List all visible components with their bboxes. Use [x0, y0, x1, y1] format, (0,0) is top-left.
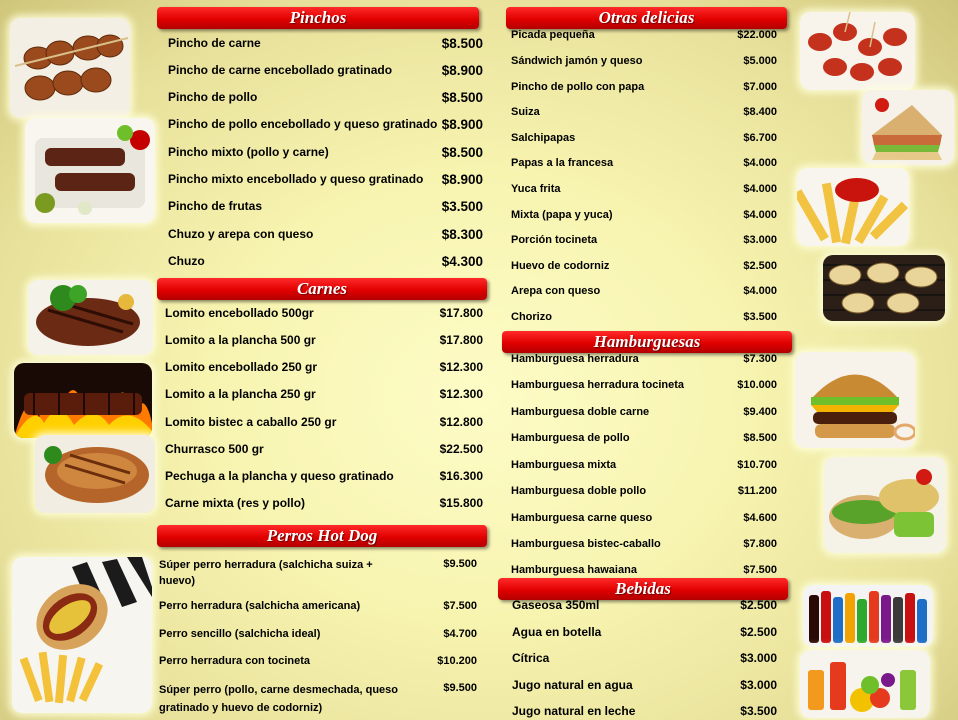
- item-price: $8.400: [743, 106, 777, 118]
- item-price: $4.000: [743, 209, 777, 221]
- perros-banner: Perros Hot Dog: [157, 525, 487, 547]
- item-name: Pincho mixto encebollado y queso gratinado: [168, 172, 424, 186]
- item-name: Cítrica: [512, 651, 550, 665]
- item-price: $4.000: [743, 157, 777, 169]
- item-name: Perro herradura (salchicha americana): [159, 600, 361, 612]
- item-name: Sándwich jamón y queso: [511, 55, 643, 67]
- item-name: Pincho de pollo encebollado y queso gratinado: [168, 117, 438, 131]
- fruit-juices-photo: [800, 650, 930, 718]
- carnes-banner: Carnes: [157, 278, 487, 300]
- bebidas-banner: Bebidas: [498, 578, 788, 600]
- item-price: $3.000: [740, 678, 777, 692]
- item-price: $12.300: [439, 387, 483, 401]
- item-name: Huevo de codorniz: [511, 260, 610, 272]
- item-name: Hamburguesa doble carne: [511, 406, 650, 418]
- item-price: $8.900: [441, 63, 483, 78]
- item-name: Chorizo: [511, 311, 552, 323]
- item-name: Chuzo: [168, 254, 205, 268]
- item-price: $3.000: [743, 234, 777, 246]
- burger-salad-photo: [824, 457, 946, 553]
- item-name: Hamburguesa herradura tocineta: [511, 379, 684, 391]
- item-name: Salchipapas: [511, 132, 576, 144]
- item-price: $17.800: [439, 306, 483, 320]
- item-price: $22.500: [439, 442, 483, 456]
- item-name: Pincho de carne encebollado gratinado: [168, 63, 393, 77]
- item-price: $12.300: [439, 360, 483, 374]
- item-price: $10.700: [737, 459, 777, 471]
- item-price: $2.500: [740, 598, 777, 612]
- item-name: Porción tocineta: [511, 234, 598, 246]
- item-price: $4.000: [743, 285, 777, 297]
- item-price: $9.400: [743, 406, 777, 418]
- item-name: Hamburguesa hawaiana: [511, 564, 637, 576]
- item-price: $10.000: [737, 379, 777, 391]
- item-price: $15.800: [439, 496, 483, 510]
- hamburguesas-list: [511, 352, 777, 582]
- hamburguesas-banner: Hamburguesas: [502, 331, 792, 353]
- item-price: $2.500: [740, 625, 777, 639]
- item-name: Hamburguesa herradura: [511, 353, 639, 365]
- item-price: $7.300: [743, 353, 777, 365]
- item-name: Churrasco 500 gr: [165, 442, 264, 456]
- item-name: Perro herradura con tocineta: [159, 655, 310, 667]
- item-name: Lomito encebollado 250 gr: [165, 360, 318, 374]
- steak-photo: [28, 280, 153, 355]
- otras-list: [511, 28, 777, 328]
- item-name: Yuca frita: [511, 183, 561, 195]
- item-name: Agua en botella: [512, 625, 602, 639]
- otras-banner: Otras delicias: [506, 7, 787, 29]
- item-name: Pincho de frutas: [168, 199, 263, 213]
- item-price: $7.000: [743, 81, 777, 93]
- item-price: $4.600: [743, 512, 777, 524]
- item-name: Pincho de pollo: [168, 90, 258, 104]
- item-price: $17.800: [439, 333, 483, 347]
- item-name: Hamburguesa bistec-caballo: [511, 538, 661, 550]
- item-price: $9.500: [443, 682, 477, 694]
- item-name: Hamburguesa de pollo: [511, 432, 630, 444]
- item-price: $4.700: [443, 628, 477, 640]
- item-name: Chuzo y arepa con queso: [168, 227, 314, 241]
- item-price: $10.200: [437, 655, 477, 667]
- item-name: Pincho de carne: [168, 36, 261, 50]
- sausage-bites-photo: [800, 12, 915, 90]
- item-name: Lomito a la plancha 500 gr: [165, 333, 316, 347]
- item-price: $2.500: [743, 260, 777, 272]
- item-price: $11.200: [737, 485, 777, 497]
- arepas-photo: [823, 255, 945, 321]
- pinchos-banner: Pinchos: [157, 7, 479, 29]
- item-price: $6.700: [743, 132, 777, 144]
- item-name: Jugo natural en agua: [512, 678, 633, 692]
- item-name: Mixta (papa y yuca): [511, 209, 613, 221]
- item-price: $8.500: [743, 432, 777, 444]
- soda-bottles-photo: [803, 585, 933, 647]
- item-name: Pechuga a la plancha y queso gratinado: [165, 469, 394, 483]
- item-price: $7.500: [443, 600, 477, 612]
- burger-photo: [795, 352, 915, 448]
- item-name: Lomito bistec a caballo 250 gr: [165, 415, 337, 429]
- item-name: Hamburguesa doble pollo: [511, 485, 647, 497]
- sandwich-photo: [862, 90, 954, 165]
- item-name: Carne mixta (res y pollo): [165, 496, 306, 510]
- french-fries-photo: [797, 168, 909, 246]
- item-price: $22.000: [737, 29, 777, 41]
- item-price: $5.000: [743, 55, 777, 67]
- item-price: $16.300: [439, 469, 483, 483]
- item-price: $8.900: [441, 172, 483, 187]
- perros-list: [159, 557, 477, 717]
- kebab-skewers-photo: [10, 18, 130, 118]
- item-price: $8.500: [441, 36, 483, 51]
- item-name: Súper perro herradura (salchicha suiza + huevo): [159, 559, 373, 587]
- pinchos-list: [168, 36, 483, 276]
- item-price: $4.300: [441, 254, 483, 269]
- carnes-list: [165, 306, 483, 516]
- item-name: Gaseosa 350ml: [512, 598, 600, 612]
- grilled-skewers-photo: [25, 118, 155, 223]
- item-name: Suiza: [511, 106, 540, 118]
- item-name: Súper perro (pollo, carne desmechada, queso gratinado y huevo de codorniz): [159, 684, 399, 714]
- item-price: $8.500: [441, 90, 483, 105]
- item-name: Perro sencillo (salchicha ideal): [159, 628, 321, 640]
- item-name: Hamburguesa mixta: [511, 459, 617, 471]
- item-price: $3.500: [740, 704, 777, 718]
- item-name: Pincho de pollo con papa: [511, 81, 645, 93]
- item-price: $8.900: [441, 117, 483, 132]
- grilled-meat-fire-photo: [14, 363, 152, 438]
- item-price: $3.000: [740, 651, 777, 665]
- hot-dog-fries-photo: [12, 557, 152, 713]
- item-name: Papas a la francesa: [511, 157, 614, 169]
- item-price: $7.800: [743, 538, 777, 550]
- item-name: Pincho mixto (pollo y carne): [168, 145, 329, 159]
- item-name: Jugo natural en leche: [512, 704, 636, 718]
- item-name: Lomito a la plancha 250 gr: [165, 387, 316, 401]
- item-name: Hamburguesa carne queso: [511, 512, 653, 524]
- item-price: $9.500: [443, 558, 477, 570]
- item-name: Lomito encebollado 500gr: [165, 306, 314, 320]
- item-name: Picada pequeña: [511, 29, 595, 41]
- item-price: $8.300: [441, 227, 483, 242]
- item-price: $3.500: [441, 199, 483, 214]
- bebidas-list: [512, 598, 777, 720]
- chicken-breast-photo: [35, 435, 155, 513]
- item-name: Arepa con queso: [511, 285, 601, 297]
- item-price: $12.800: [439, 415, 483, 429]
- item-price: $7.500: [743, 564, 777, 576]
- item-price: $3.500: [743, 311, 777, 323]
- item-price: $4.000: [743, 183, 777, 195]
- item-price: $8.500: [441, 145, 483, 160]
